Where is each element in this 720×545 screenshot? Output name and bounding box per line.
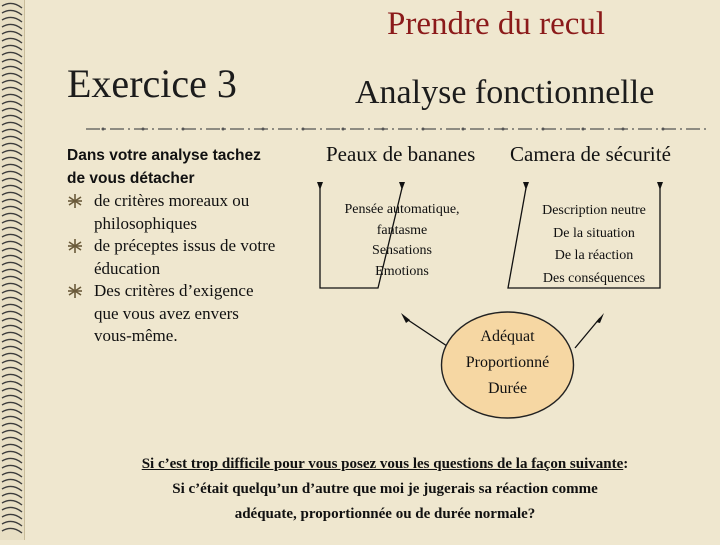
bullet-item: [67, 190, 277, 235]
slide-kicker: Prendre du recul: [387, 6, 606, 42]
asterisk-bullet-icon: [67, 193, 83, 209]
exercise-title: Exercice 3: [67, 61, 237, 106]
ellipse-line: Proportionné: [465, 354, 550, 371]
bullet-text: de critères moreaux ou philosophiques: [94, 191, 250, 233]
question-line-2: Si c’était quelqu’un d’autre que moi je jugerais sa réaction comme: [172, 481, 598, 497]
ellipse-line: Durée: [487, 380, 528, 397]
spiral-rings-icon: [0, 0, 24, 540]
dashed-divider: [86, 124, 706, 134]
guiding-question: [60, 452, 710, 527]
question-line-3: adéquate, proportionnée ou de durée normale?: [234, 506, 536, 522]
question-intro: Si c’est trop difficile pour vous posez vous les questions de la façon suivante: [141, 456, 624, 472]
bullet-text: de préceptes issus de votre éducation: [94, 236, 276, 278]
spiral-binding: [0, 0, 25, 540]
asterisk-bullet-icon: [67, 238, 83, 254]
heading-peaux-de-bananes: Peaux de bananes: [326, 142, 476, 166]
neutral-description-box: [528, 200, 660, 290]
asterisk-bullet-icon: [67, 283, 83, 299]
box-line: Des conséquences: [542, 270, 646, 286]
bullet-text: Des critères d’exigence que vous avez envers vous-même.: [94, 281, 254, 345]
box-line: De la réaction: [554, 248, 634, 263]
left-panel: [67, 145, 277, 348]
section-subtitle: Analyse fonctionnelle: [355, 74, 655, 111]
intro-text: Dans votre analyse tachez de vous détacher: [67, 147, 261, 187]
bullet-item: [67, 280, 277, 348]
bullet-item: [67, 235, 277, 280]
criteria-ellipse-text: [440, 324, 575, 402]
box-line: De la situation: [553, 225, 635, 241]
box-line: Sensations: [372, 243, 432, 258]
heading-camera-de-securite: Camera de sécurité: [510, 142, 671, 166]
ellipse-line: Adéquat: [480, 328, 535, 345]
box-line: Pensée automatique, fantasme: [344, 202, 460, 238]
box-line: Description neutre: [542, 203, 646, 218]
question-line-1: [60, 452, 710, 477]
question-colon: :: [623, 456, 629, 472]
automatic-thoughts-box: [322, 200, 482, 282]
box-line: Emotions: [375, 263, 429, 279]
